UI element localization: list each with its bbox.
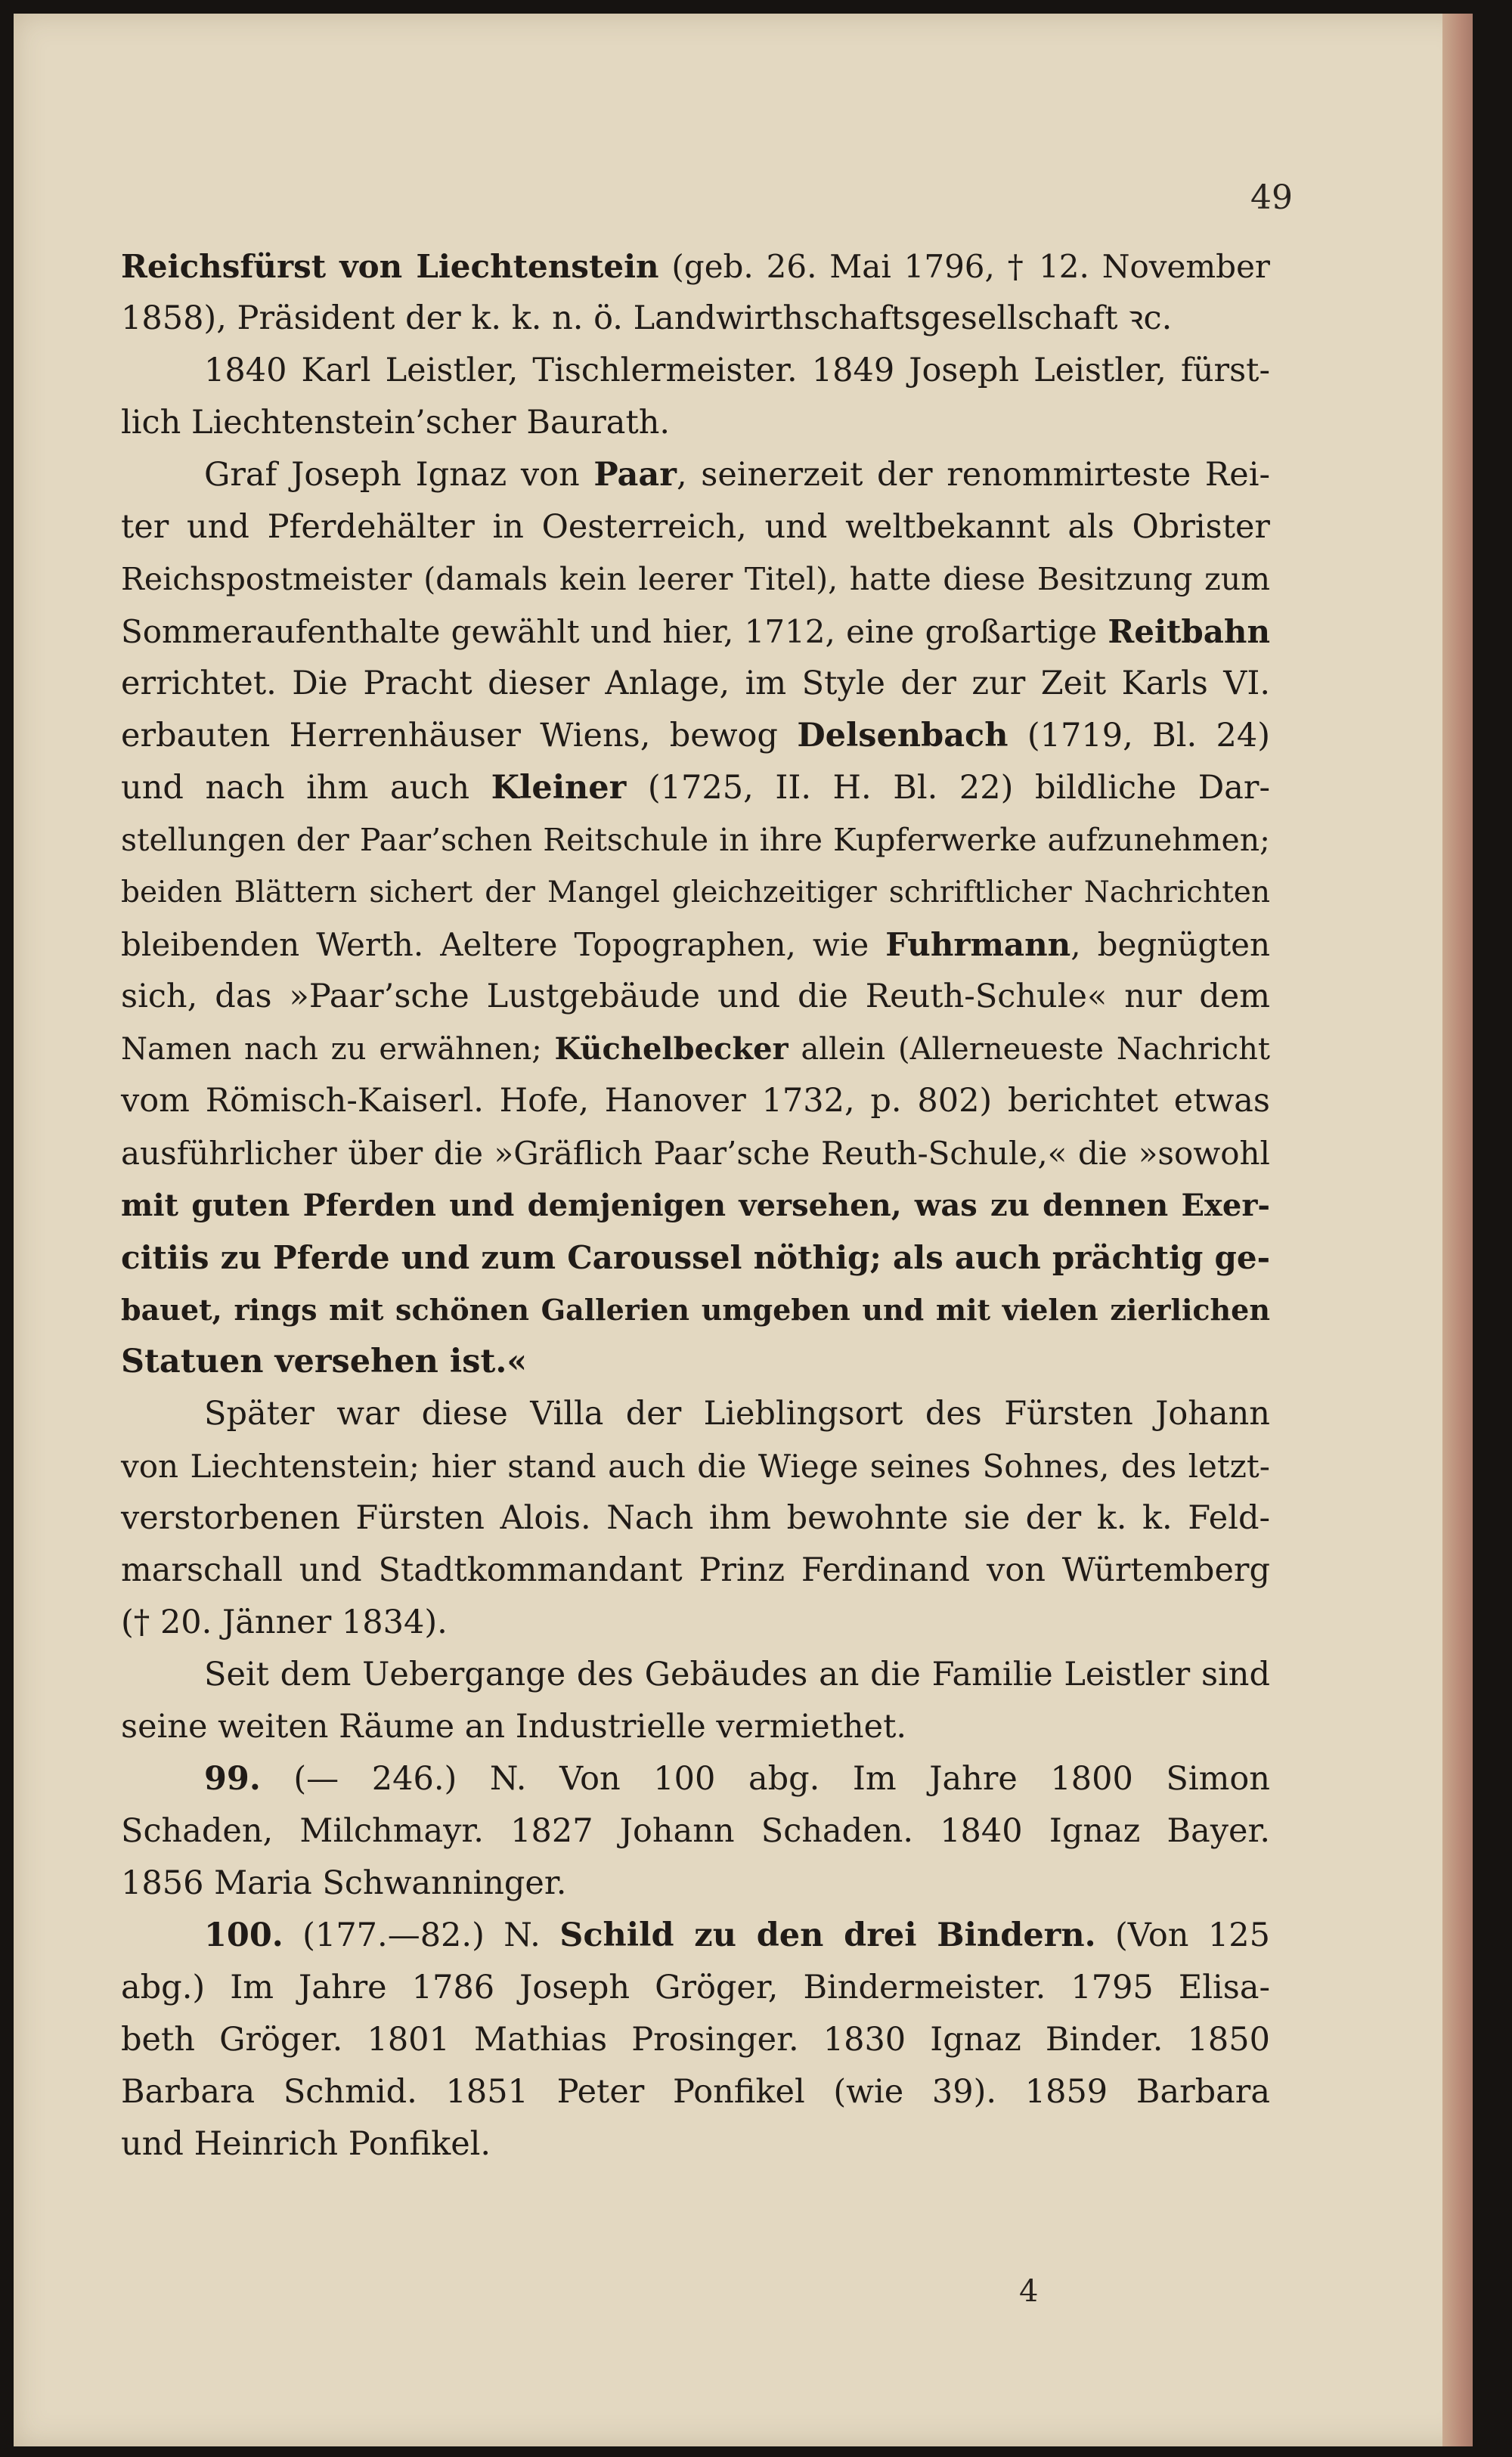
- text-line: marschall und Stadtkommandant Prinz Ferdinand von Würtemberg: [121, 1551, 1270, 1589]
- text-line: Reichspostmeister (damals kein leerer Titel), hatte diese Besitzung zum: [121, 561, 1270, 597]
- book-page: [14, 14, 1473, 2446]
- text-line: Seit dem Uebergange des Gebäudes an die Familie Leistler sind: [204, 1656, 1270, 1693]
- text-line: mit guten Pferden und demjenigen versehen, was zu dennen Exer-: [121, 1188, 1270, 1223]
- text-line: und Heinrich Ponfikel.: [121, 2125, 491, 2163]
- text-line: citiis zu Pferde und zum Caroussel nöthig; als auch prächtig ge-: [121, 1239, 1270, 1276]
- page-number: 49: [1250, 178, 1293, 217]
- text-line: seine weiten Räume an Industrielle vermiethet.: [121, 1708, 907, 1746]
- text-line: bleibenden Werth. Aeltere Topographen, wie Fuhrmann, begnügten: [121, 926, 1270, 963]
- text-line: stellungen der Paar’schen Reitschule in ihre Kupferwerke aufzunehmen;: [121, 822, 1270, 858]
- entry-100-line: 100. (177.—82.) N. Schild zu den drei Bindern. (Von 125: [204, 1916, 1270, 1954]
- text-line: († 20. Jänner 1834).: [121, 1603, 448, 1641]
- text-line: 1856 Maria Schwanninger.: [121, 1864, 567, 1902]
- text-line: und nach ihm auch Kleiner (1725, II. H. Bl. 22) bildliche Dar-: [121, 769, 1270, 807]
- text-line: Statuen versehen ist.«: [121, 1343, 528, 1380]
- text-line: Sommeraufenthalte gewählt und hier, 1712, eine großartige Reitbahn: [121, 613, 1270, 650]
- text-line: 1840 Karl Leistler, Tischlermeister. 1849 Joseph Leistler, fürst-: [204, 352, 1270, 389]
- signature-mark: 4: [1019, 2274, 1039, 2309]
- text-line: von Liechtenstein; hier stand auch die Wiege seines Sohnes, des letzt-: [121, 1448, 1270, 1485]
- text-line: verstorbenen Fürsten Alois. Nach ihm bewohnte sie der k. k. Feld-: [121, 1499, 1270, 1537]
- text-line: bauet, rings mit schönen Gallerien umgeben und mit vielen zierlichen: [121, 1293, 1270, 1327]
- text-line: 1858), Präsident der k. k. n. ö. Landwirthschaftsgesellschaft ꝛc.: [121, 299, 1173, 337]
- entry-99-line: 99. (— 246.) N. Von 100 abg. Im Jahre 1800 Simon: [204, 1760, 1270, 1798]
- body-text: [121, 240, 1270, 2170]
- text-line: beiden Blättern sichert der Mangel gleichzeitiger schriftlicher Nachrichten: [121, 875, 1270, 909]
- text-line: ter und Pferdehälter in Oesterreich, und weltbekannt als Obrister: [121, 508, 1270, 546]
- page-edge: [1442, 14, 1473, 2446]
- text-line: sich, das »Paar’sche Lustgebäude und die Reuth-Schule« nur dem: [121, 978, 1270, 1015]
- text-line: Später war diese Villa der Lieblingsort des Fürsten Johann: [204, 1395, 1270, 1433]
- text-line: Schaden, Milchmayr. 1827 Johann Schaden. 1840 Ignaz Bayer.: [121, 1812, 1270, 1850]
- text-line: errichtet. Die Pracht dieser Anlage, im Style der zur Zeit Karls VI.: [121, 665, 1270, 702]
- text-line: Graf Joseph Ignaz von Paar, seinerzeit der renommirteste Rei-: [204, 456, 1270, 494]
- text-line: ausführlicher über die »Gräflich Paar’sche Reuth-Schule,« die »sowohl: [121, 1135, 1270, 1172]
- text-line: Namen nach zu erwähnen; Küchelbecker allein (Allerneueste Nachricht: [121, 1031, 1270, 1067]
- text-line: vom Römisch-Kaiserl. Hofe, Hanover 1732, p. 802) berichtet etwas: [121, 1082, 1270, 1120]
- text-line: abg.) Im Jahre 1786 Joseph Gröger, Bindermeister. 1795 Elisa-: [121, 1969, 1270, 2006]
- text-line: erbauten Herrenhäuser Wiens, bewog Delsenbach (1719, Bl. 24): [121, 717, 1270, 754]
- text-line: Barbara Schmid. 1851 Peter Ponfikel (wie 39). 1859 Barbara: [121, 2073, 1270, 2111]
- text-line: Reichsfürst von Liechtenstein (geb. 26. Mai 1796, † 12. November: [121, 248, 1270, 285]
- text-line: beth Gröger. 1801 Mathias Prosinger. 1830 Ignaz Binder. 1850: [121, 2021, 1270, 2059]
- text-line: lich Liechtenstein’scher Baurath.: [121, 404, 671, 442]
